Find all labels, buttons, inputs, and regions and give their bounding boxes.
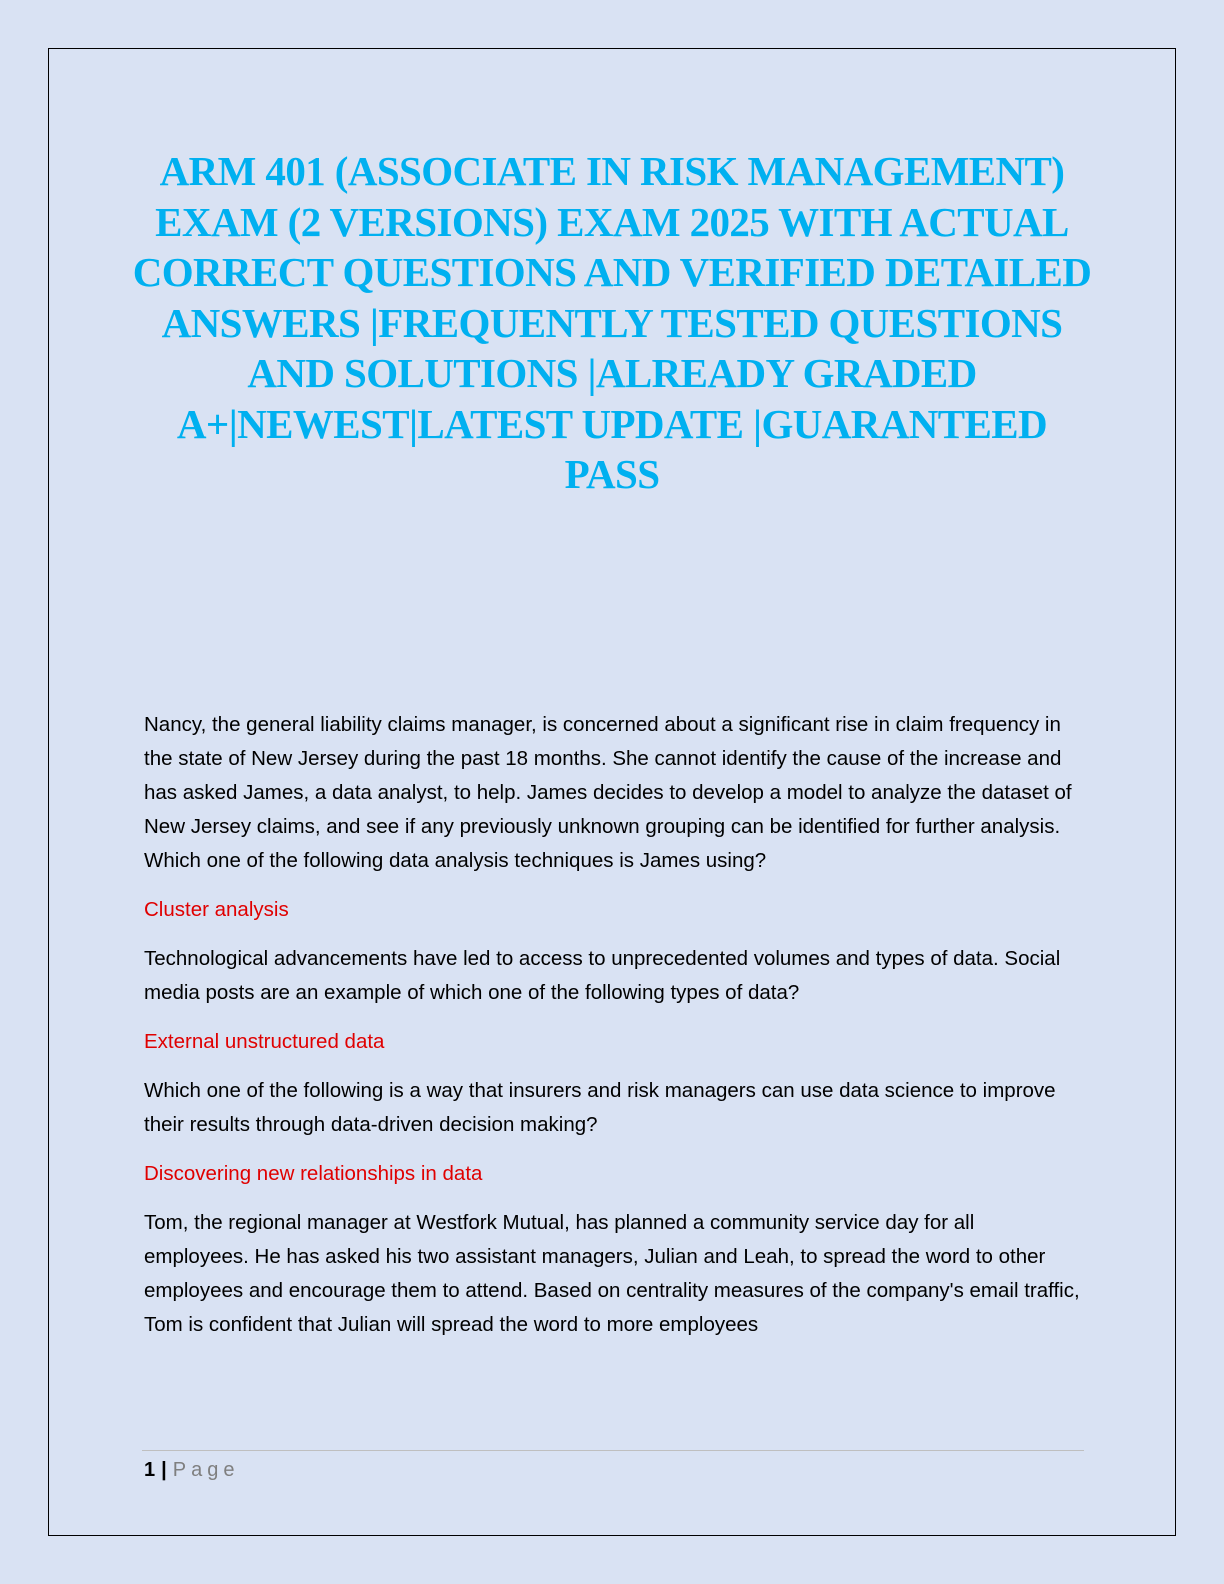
page-footer	[144, 1456, 239, 1484]
footer-divider	[142, 1450, 1084, 1451]
footer-separator: |	[161, 1459, 167, 1481]
document-title: ARM 401 (ASSOCIATE IN RISK MANAGEMENT) EXAM (2 VERSIONS) EXAM 2025 WITH ACTUAL CORRECT QUESTIONS AND VERIFIED DETAILED ANSWERS |FREQUENTLY TESTED QUESTIONS AND SOLUTIONS |ALREADY GRADED A+|NEWEST|LATEST UPDATE |GUARANTEED PASS	[132, 148, 1092, 497]
question-3: Which one of the following is a way that insurers and risk managers can use data science to improve their results through data-driven decision making?	[144, 1079, 1056, 1136]
document-body	[144, 708, 1084, 1357]
question-4-partial: Tom, the regional manager at Westfork Mutual, has planned a community service day for all employees. He has asked his two assistant managers, Julian and Leah, to spread the word to other employees and encourage them to attend. Based on centrality measures of the company's email traffic, Tom is confident that Julian will spread the word to more employees	[144, 1211, 1080, 1336]
answer-1: Cluster analysis	[144, 898, 289, 921]
page-number: 1	[144, 1459, 156, 1481]
answer-3: Discovering new relationships in data	[144, 1162, 483, 1185]
answer-2: External unstructured data	[144, 1030, 385, 1053]
question-2: Technological advancements have led to access to unprecedented volumes and types of data. Social media posts are an example of which one of the following types of data?	[144, 947, 1061, 1004]
question-1: Nancy, the general liability claims manager, is concerned about a significant rise in claim frequency in the state of New Jersey during the past 18 months. She cannot identify the cause of the increase and has asked James, a data analyst, to help. James decides to develop a model to analyze the dataset of New Jersey claims, and see if any previously unknown grouping can be identified for further analysis. Which one of the following data analysis techniques is James using?	[144, 713, 1072, 872]
page-label: Page	[172, 1459, 240, 1481]
